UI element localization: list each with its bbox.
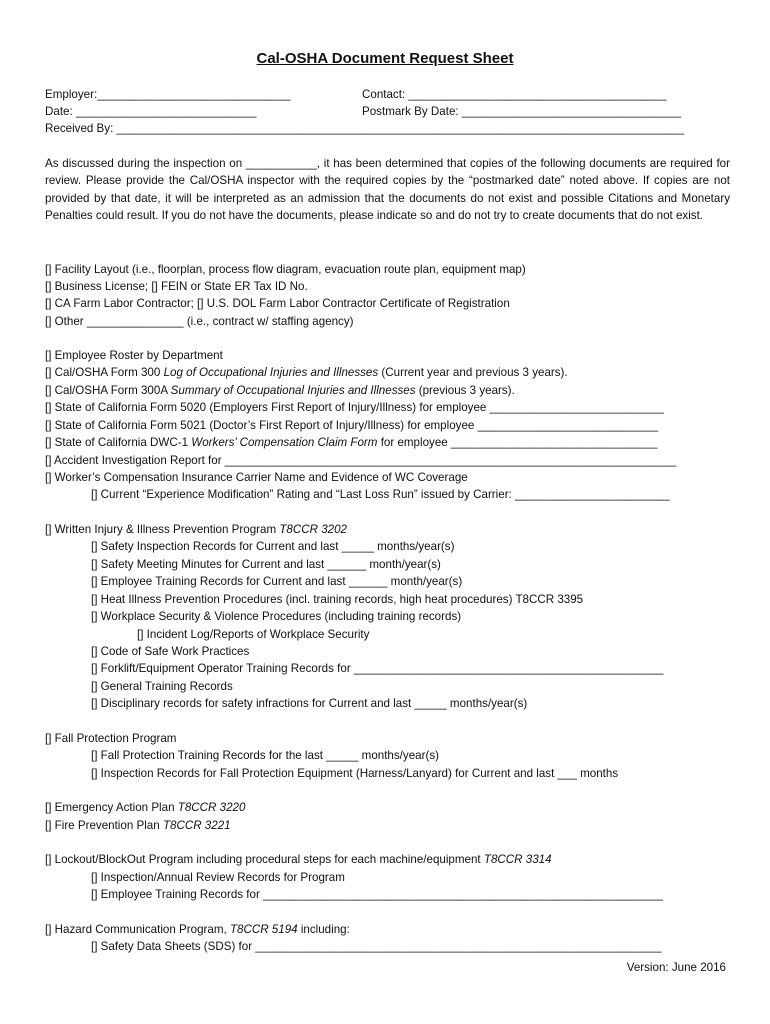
form-300a-note: (previous 3 years).: [415, 384, 515, 397]
form-300a-label: [] Cal/OSHA Form 300A: [45, 384, 171, 397]
page-title: Cal-OSHA Document Request Sheet: [256, 50, 514, 67]
version-label: Version: June 2016: [626, 961, 726, 974]
employer-field[interactable]: Employer:______________________________: [45, 88, 291, 101]
checklist-item-safe-work-practices[interactable]: [] Code of Safe Work Practices: [91, 645, 250, 658]
hazcom-code: T8CCR 5194: [229, 923, 298, 936]
fpp-code: T8CCR 3221: [162, 819, 231, 832]
checklist-item-safety-meeting[interactable]: [] Safety Meeting Minutes for Current and last ______ month/year(s): [91, 558, 441, 571]
checklist-item-employee-training[interactable]: [] Employee Training Records for Current and last ______ month/year(s): [91, 575, 463, 588]
received-by-field[interactable]: Received By: ________________________________________________________________________________________: [45, 122, 684, 135]
checklist-item-fire-prevention[interactable]: [45, 817, 231, 834]
checklist-item-experience-mod[interactable]: [] Current “Experience Modification” Rating and “Last Loss Run” issued by Carrier: ________________________: [91, 488, 670, 501]
checklist-item-farm-labor[interactable]: [] CA Farm Labor Contractor; [] U.S. DOL Farm Labor Contractor Certificate of Registration: [45, 297, 510, 310]
dwc-1-title: Workers’ Compensation Claim Form: [191, 436, 378, 449]
form-300-label: [] Cal/OSHA Form 300: [45, 366, 164, 379]
form-300-note: (Current year and previous 3 years).: [378, 366, 568, 379]
checklist-item-lockout-training[interactable]: [] Employee Training Records for ______________________________________________________________: [91, 888, 663, 901]
checklist-item-facility-layout[interactable]: [] Facility Layout (i.e., floorplan, process flow diagram, evacuation route plan, equipment map): [45, 263, 526, 276]
checklist-item-fall-training[interactable]: [] Fall Protection Training Records for the last _____ months/year(s): [91, 749, 439, 762]
checklist-item-iipp[interactable]: [45, 521, 347, 538]
postmark-date-field[interactable]: Postmark By Date: __________________________________: [362, 105, 682, 118]
contact-field[interactable]: Contact: ________________________________________: [362, 88, 667, 101]
dwc-1-note: for employee ________________________________: [377, 436, 658, 449]
checklist-item-sds[interactable]: [] Safety Data Sheets (SDS) for _______________________________________________________________: [91, 940, 662, 953]
fpp-label: [] Fire Prevention Plan: [45, 819, 163, 832]
checklist-item-lockout[interactable]: [45, 851, 552, 868]
checklist-item-fall-protection[interactable]: [] Fall Protection Program: [45, 732, 177, 745]
iipp-label: [] Written Injury & Illness Prevention Program: [45, 523, 280, 536]
checklist-item-dwc-1[interactable]: [45, 434, 657, 451]
checklist-item-employee-roster[interactable]: [] Employee Roster by Department: [45, 349, 223, 362]
eap-code: T8CCR 3220: [177, 801, 246, 814]
checklist-item-workplace-security[interactable]: [] Workplace Security & Violence Procedures (including training records): [91, 610, 462, 623]
checklist-item-general-training[interactable]: [] General Training Records: [91, 680, 233, 693]
checklist-item-form-300a[interactable]: [45, 382, 515, 399]
checklist-item-business-license[interactable]: [] Business License; [] FEIN or State ER Tax ID No.: [45, 280, 308, 293]
dwc-1-label: [] State of California DWC-1: [45, 436, 192, 449]
checklist-item-wc-carrier[interactable]: [] Worker’s Compensation Insurance Carrier Name and Evidence of WC Coverage: [45, 471, 468, 484]
checklist-item-forklift[interactable]: [] Forklift/Equipment Operator Training Records for ________________________________________________: [91, 662, 664, 675]
checklist-item-heat-illness[interactable]: [] Heat Illness Prevention Procedures (incl. training records, high heat procedures) T8CCR 3395: [91, 593, 584, 606]
checklist-item-lockout-review[interactable]: [] Inspection/Annual Review Records for Program: [91, 871, 345, 884]
checklist-item-incident-log[interactable]: [] Incident Log/Reports of Workplace Security: [137, 628, 370, 641]
checklist-item-emergency-action[interactable]: [45, 799, 245, 816]
checklist-item-safety-inspection[interactable]: [] Safety Inspection Records for Current and last _____ months/year(s): [91, 540, 455, 553]
hazcom-label: [] Hazard Communication Program,: [45, 923, 230, 936]
checklist-item-accident-report[interactable]: [] Accident Investigation Report for ______________________________________________________________________: [45, 454, 677, 467]
checklist-item-form-5020[interactable]: [] State of California Form 5020 (Employers First Report of Injury/Illness) for employee ___________________________: [45, 401, 664, 414]
lockout-label: [] Lockout/BlockOut Program including procedural steps for each machine/equipment: [45, 853, 484, 866]
iipp-code: T8CCR 3202: [279, 523, 347, 536]
form-300-title: Log of Occupational Injuries and Illnesses: [163, 366, 379, 379]
intro-paragraph: As discussed during the inspection on ___________, it has been determined that copies of the following documents are required for review. Please provide the Cal/OSHA inspector with the required copies by the “postmarked date” noted above. If copies are not provided by that date, it will be interpreted as an admission that the documents do not exist and possible Citations and Monetary Penalties could result. If you do not have the documents, please indicate so and do not try to create documents that do not exist.: [45, 157, 730, 223]
form-300a-title: Summary of Occupational Injuries and Illnesses: [170, 384, 416, 397]
hazcom-note: including:: [297, 923, 350, 936]
checklist-item-disciplinary[interactable]: [] Disciplinary records for safety infractions for Current and last _____ months/year(s): [91, 697, 528, 710]
date-field[interactable]: Date: ____________________________: [45, 105, 257, 118]
checklist-item-form-300[interactable]: [45, 364, 568, 381]
checklist-item-hazcom[interactable]: [45, 921, 350, 938]
checklist-item-fall-inspection[interactable]: [] Inspection Records for Fall Protection Equipment (Harness/Lanyard) for Current and last ___ months: [91, 767, 619, 780]
lockout-code: T8CCR 3314: [483, 853, 552, 866]
checklist-item-other[interactable]: [] Other _______________ (i.e., contract w/ staffing agency): [45, 315, 354, 328]
checklist-item-form-5021[interactable]: [] State of California Form 5021 (Doctor’s First Report of Injury/Illness) for employee ____________________________: [45, 419, 659, 432]
eap-label: [] Emergency Action Plan: [45, 801, 178, 814]
